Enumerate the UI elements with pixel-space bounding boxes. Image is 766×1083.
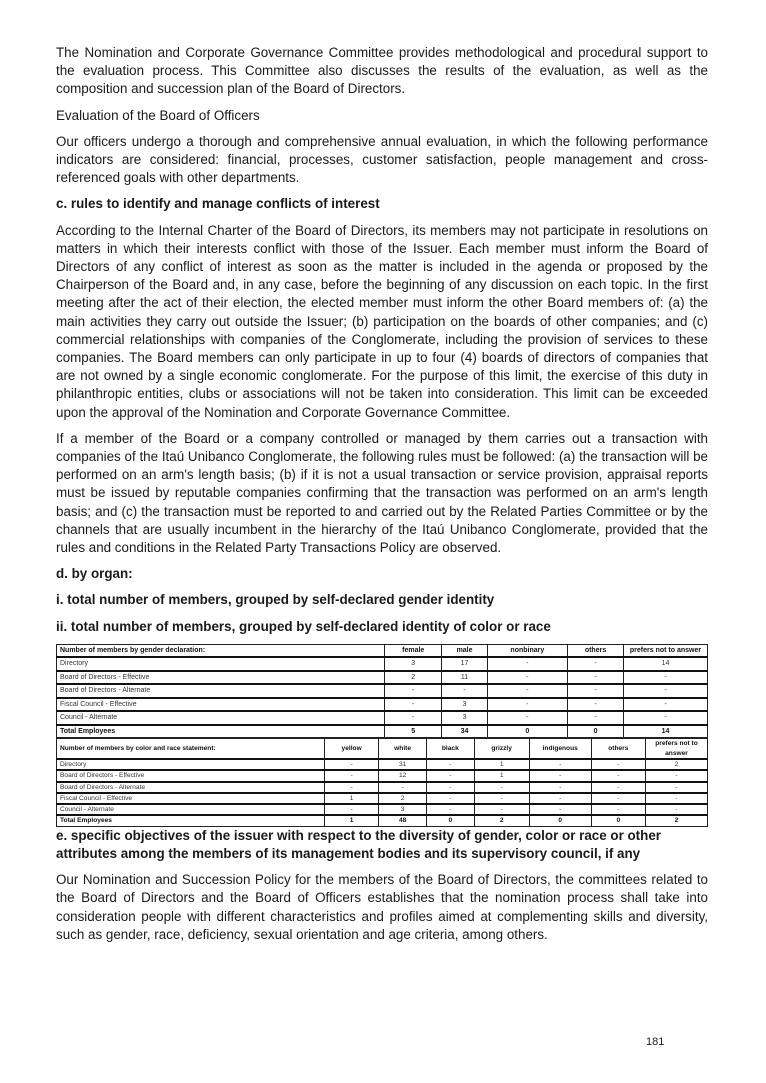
gender-row-label: Fiscal Council - Effective <box>57 698 385 712</box>
race-cell: - <box>591 804 645 815</box>
gender-table-title: Number of members by gender declaration: <box>57 644 385 657</box>
race-cell: 1 <box>325 793 379 804</box>
race-cell: - <box>591 759 645 770</box>
paragraph-diversity-policy: Our Nomination and Succession Policy for the members of the Board of Directors, the committees related to the Board of Directors and the Board of Officers establishes that the nomination process shall take into consideration people with different characteristics and profiles aimed at complementing skills and diversity, such as gender, race, deficiency, sexual orientation and age criteria, among others. <box>56 872 708 942</box>
race-cell: - <box>646 770 708 781</box>
gender-table-row <box>57 711 708 725</box>
gender-cell: 3 <box>442 711 487 725</box>
race-cell: 1 <box>474 770 529 781</box>
race-cell: 48 <box>379 815 427 826</box>
gender-cell: 0 <box>568 725 624 738</box>
gender-cell: - <box>487 711 567 725</box>
gender-row-label: Total Employees <box>57 725 385 738</box>
gender-cell: - <box>487 684 567 698</box>
gender-col-header: prefers not to answer <box>624 644 708 657</box>
race-cell: 2 <box>646 815 708 826</box>
race-cell: - <box>325 782 379 793</box>
gender-table-header <box>57 644 708 657</box>
race-col-header: yellow <box>325 739 379 759</box>
gender-row-label: Board of Directors - Alternate <box>57 684 385 698</box>
gender-col-header: male <box>442 644 487 657</box>
race-cell: - <box>646 804 708 815</box>
gender-cell: - <box>385 698 442 712</box>
race-table-row <box>57 759 708 770</box>
race-cell: 1 <box>474 759 529 770</box>
race-table-row <box>57 815 708 826</box>
race-row-label: Council - Alternate <box>57 804 325 815</box>
gender-cell: - <box>487 657 567 671</box>
race-cell: - <box>529 804 591 815</box>
gender-cell: - <box>624 698 708 712</box>
race-cell: 1 <box>325 815 379 826</box>
page-number: 181 <box>646 1036 665 1048</box>
race-cell: - <box>325 804 379 815</box>
gender-table-row <box>57 725 708 738</box>
paragraph-committee-support: The Nomination and Corporate Governance Committee provides methodological and procedural support to the evaluation process. This Committee also discusses the results of the evaluation, as well as the composition and succession plan of the Board of Directors. <box>56 45 708 97</box>
section-d-heading: d. by organ: <box>56 566 133 582</box>
race-cell: - <box>325 770 379 781</box>
race-row-label: Board of Directors - Effective <box>57 770 325 781</box>
paragraph-conflicts-transactions: If a member of the Board or a company controlled or managed by them carries out a transaction with companies of the Itaú Unibanco Conglomerate, the following rules must be followed: (a) the transaction will be performed on an arm's length basis; (b) if it is not a usual transaction or service provision, appraisal reports must be issued by reputable companies confirming that the transaction was performed on an arm's length basis; and (c) the transaction must be reported to and carried out by the Related Parties Committee or by the channels that are usually incumbent in the hierarchy of the Itaú Unibanco Conglomerate, provided that the rules and conditions in the Related Party Transactions Policy are observed. <box>56 430 708 556</box>
gender-cell: - <box>624 684 708 698</box>
gender-col-header: others <box>568 644 624 657</box>
race-cell: - <box>325 759 379 770</box>
gender-table-row <box>57 657 708 671</box>
race-cell: 0 <box>529 815 591 826</box>
gender-row-label: Directory <box>57 657 385 671</box>
gender-cell: 3 <box>442 698 487 712</box>
race-cell: - <box>529 782 591 793</box>
gender-cell: - <box>624 671 708 685</box>
paragraph-officers-evaluation: Our officers undergo a thorough and comprehensive annual evaluation, in which the following performance indicators are considered: financial, processes, customer satisfaction, people management and cross-referenced goals with other departments. <box>56 133 708 186</box>
race-table-header <box>57 739 708 759</box>
gender-cell: - <box>385 684 442 698</box>
section-d-sub-i: i. total number of members, grouped by self-declared gender identity <box>56 592 495 608</box>
gender-cell: 11 <box>442 671 487 685</box>
gender-cell: - <box>442 684 487 698</box>
gender-cell: 3 <box>385 657 442 671</box>
race-cell: - <box>426 793 474 804</box>
race-row-label: Board of Directors - Alternate <box>57 782 325 793</box>
race-row-label: Total Employees <box>57 815 325 826</box>
race-table-title: Number of members by color and race statement: <box>57 739 325 759</box>
race-cell: - <box>426 770 474 781</box>
gender-table-body <box>57 657 708 738</box>
subheading-evaluation-officers: Evaluation of the Board of Officers <box>56 107 260 123</box>
race-cell: 2 <box>379 793 427 804</box>
paragraph-conflicts-charter: According to the Internal Charter of the Board of Directors, its members may not participate in resolutions on matters in which their interests conflict with those of the Issuer. Each member must inform the Board of Directors of any conflict of interest as soon as the matter is included in the agenda or proposed by the Chairperson of the Board and, in any case, before the beginning of any discussion on each topic. In the first meeting after the act of their election, the elected member must inform the other Board members of: (a) the main activities they carry out outside the Issuer; (b) participation on the boards of other companies; and (c) commercial relationships with companies of the Conglomerate, including the provision of services to these companies. The Board members can only participate in up to four (4) boards of directors of companies that are not owned by a single economic conglomerate. For the purpose of this limit, the exercise of this duty in philanthropic entities, clubs or associations will not be taken into consideration. This limit can be exceeded upon the approval of the Nomination and Corporate Governance Committee. <box>56 222 708 420</box>
race-cell: - <box>426 782 474 793</box>
document-page <box>56 44 708 952</box>
gender-cell: - <box>624 711 708 725</box>
gender-cell: - <box>568 671 624 685</box>
race-cell: - <box>474 804 529 815</box>
race-cell: - <box>474 793 529 804</box>
gender-table-row <box>57 698 708 712</box>
race-cell: - <box>426 759 474 770</box>
race-cell: 3 <box>379 804 427 815</box>
gender-col-header: nonbinary <box>487 644 567 657</box>
race-cell: 2 <box>646 759 708 770</box>
gender-table <box>56 644 708 739</box>
gender-cell: - <box>568 698 624 712</box>
race-cell: 0 <box>591 815 645 826</box>
race-cell: 31 <box>379 759 427 770</box>
section-e-heading: e. specific objectives of the issuer with respect to the diversity of gender, color or race or other attributes among the members of its management bodies and its supervisory council, if any <box>56 827 661 861</box>
race-row-label: Directory <box>57 759 325 770</box>
gender-cell: 17 <box>442 657 487 671</box>
gender-cell: 2 <box>385 671 442 685</box>
gender-table-row <box>57 684 708 698</box>
gender-col-header: female <box>385 644 442 657</box>
race-cell: - <box>591 793 645 804</box>
race-cell: - <box>529 770 591 781</box>
gender-cell: - <box>487 698 567 712</box>
race-cell: - <box>426 804 474 815</box>
race-col-header: grizzly <box>474 739 529 759</box>
gender-cell: 14 <box>624 657 708 671</box>
race-row-label: Fiscal Council - Effective <box>57 793 325 804</box>
gender-row-label: Council - Alternate <box>57 711 385 725</box>
gender-cell: - <box>568 657 624 671</box>
race-cell: - <box>474 782 529 793</box>
race-table-row <box>57 804 708 815</box>
section-c-heading: c. rules to identify and manage conflicts of interest <box>56 196 380 212</box>
race-col-header: black <box>426 739 474 759</box>
race-cell: - <box>591 782 645 793</box>
gender-cell: - <box>487 671 567 685</box>
race-cell: - <box>646 793 708 804</box>
gender-table-row <box>57 671 708 685</box>
gender-cell: - <box>385 711 442 725</box>
race-col-header: white <box>379 739 427 759</box>
race-cell: 0 <box>426 815 474 826</box>
race-cell: 12 <box>379 770 427 781</box>
race-table-row <box>57 782 708 793</box>
race-cell: - <box>529 759 591 770</box>
gender-cell: 34 <box>442 725 487 738</box>
race-cell: - <box>529 793 591 804</box>
gender-row-label: Board of Directors - Effective <box>57 671 385 685</box>
gender-cell: - <box>568 711 624 725</box>
race-cell: - <box>646 782 708 793</box>
race-table-row <box>57 770 708 781</box>
race-table <box>56 738 708 826</box>
race-cell: 2 <box>474 815 529 826</box>
section-d-sub-ii: ii. total number of members, grouped by self-declared identity of color or race <box>56 618 551 634</box>
race-table-body <box>57 759 708 826</box>
race-col-header: indigenous <box>529 739 591 759</box>
gender-cell: - <box>568 684 624 698</box>
race-cell: - <box>591 770 645 781</box>
gender-cell: 5 <box>385 725 442 738</box>
race-col-header: others <box>591 739 645 759</box>
gender-cell: 0 <box>487 725 567 738</box>
race-cell: - <box>379 782 427 793</box>
gender-cell: 14 <box>624 725 708 738</box>
race-table-row <box>57 793 708 804</box>
race-col-header: prefers not to answer <box>646 739 708 759</box>
